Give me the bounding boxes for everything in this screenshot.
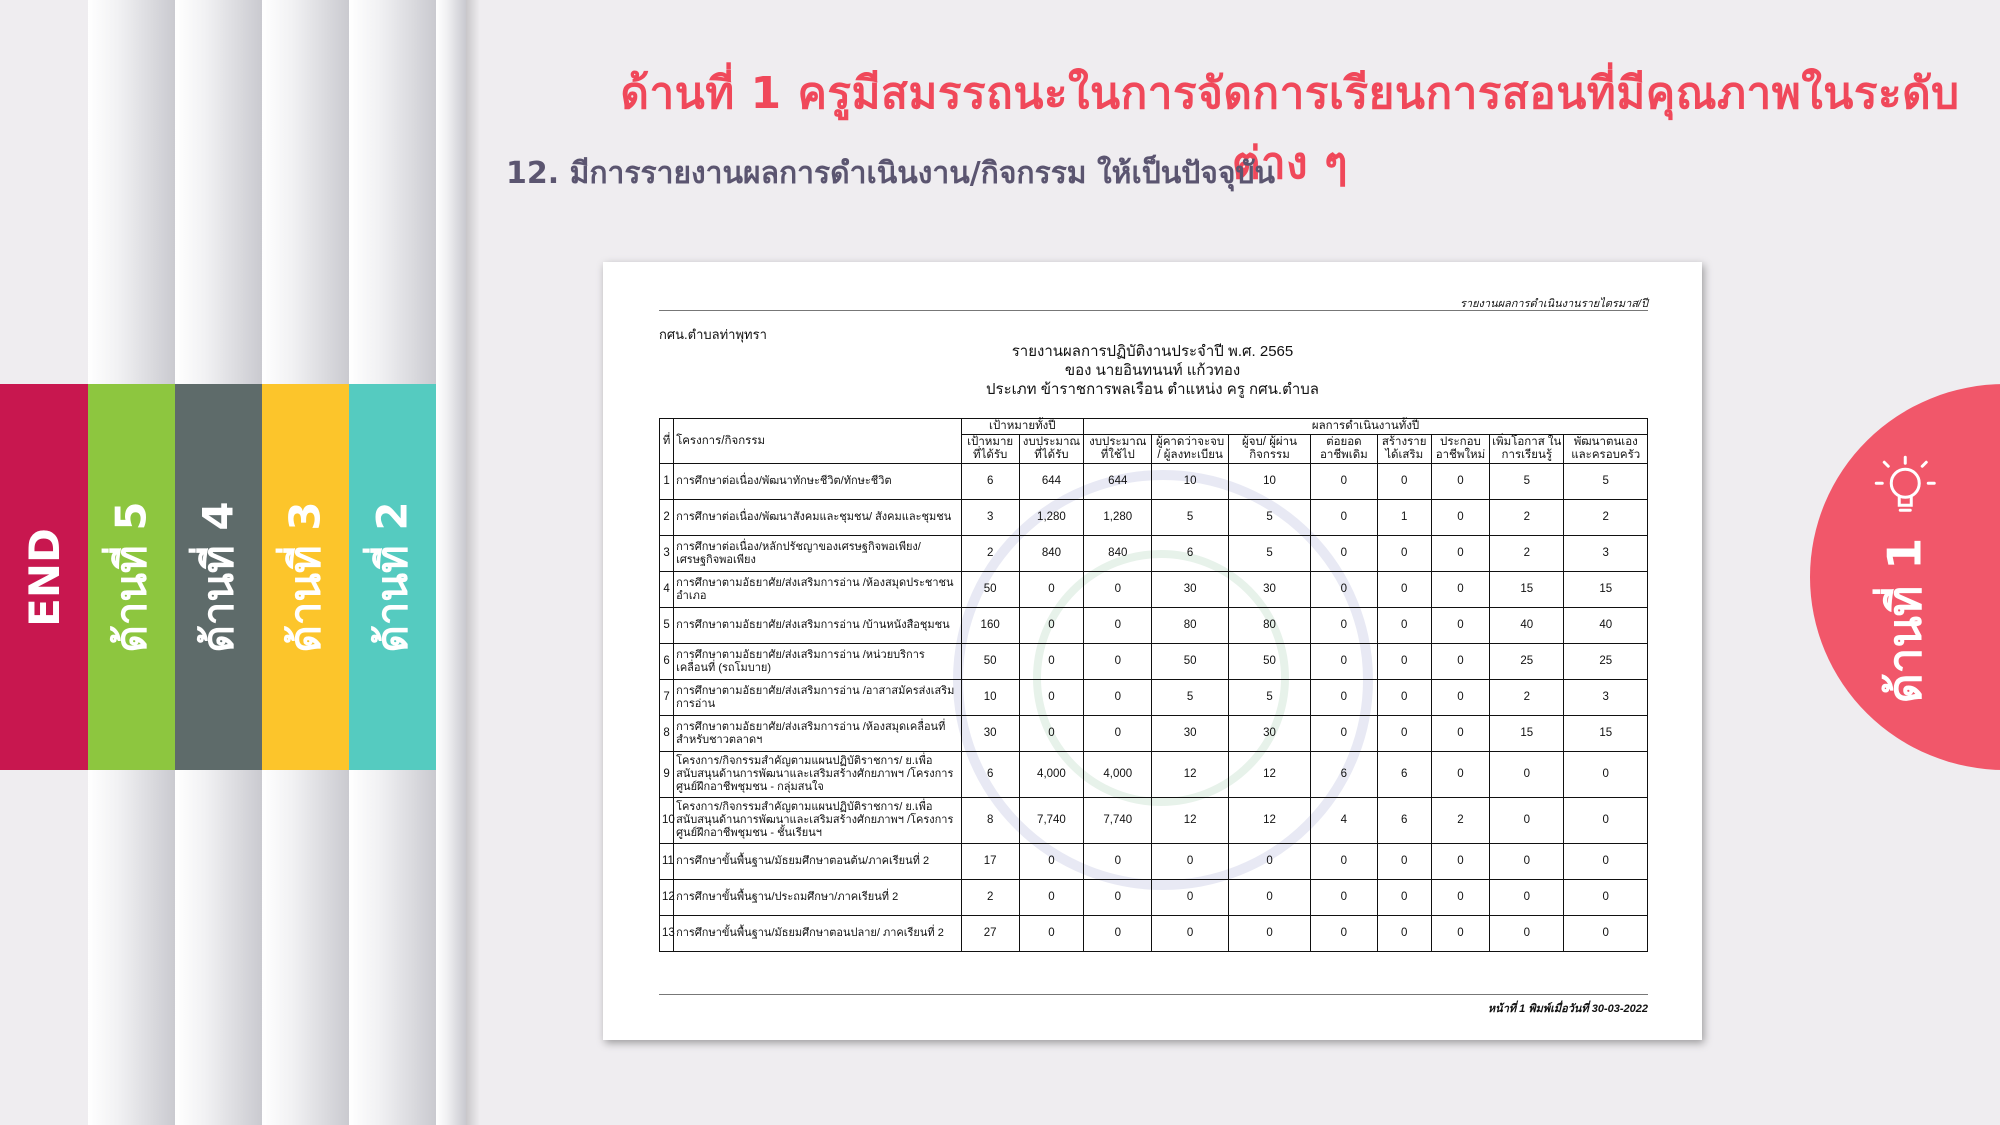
- row-number: 2: [660, 500, 674, 536]
- row-value: 15: [1564, 572, 1648, 608]
- row-value: 0: [1490, 844, 1564, 880]
- row-value: 4,000: [1084, 752, 1152, 798]
- slide-title: ด้านที่ 1 ครูมีสมรรถนะในการจัดการเรียนการสอนที่มีคุณภาพในระดับต่าง ๆ: [620, 68, 1960, 189]
- row-value: 0: [1311, 608, 1377, 644]
- row-value: 15: [1490, 716, 1564, 752]
- row-value: 40: [1490, 608, 1564, 644]
- row-number: 8: [660, 716, 674, 752]
- row-value: 0: [1377, 880, 1431, 916]
- th-sub: พัฒนาตนเอง และครอบครัว: [1564, 435, 1648, 464]
- row-number: 4: [660, 572, 674, 608]
- doc-heading-line: ประเภท ข้าราชการพลเรือน ตำแหน่ง ครู กศน.ตำบล: [986, 381, 1319, 398]
- doc-heading-line: รายงานผลการปฏิบัติงานประจำปี พ.ศ. 2565: [1011, 343, 1294, 360]
- row-project-name: การศึกษาตามอัธยาศัย/ส่งเสริมการอ่าน /อาสาสมัครส่งเสริมการอ่าน: [674, 680, 961, 716]
- row-value: 5: [1152, 680, 1228, 716]
- tab-2[interactable]: [349, 384, 437, 770]
- row-value: 644: [1019, 464, 1083, 500]
- row-value: 0: [1084, 916, 1152, 952]
- row-value: 0: [1564, 798, 1648, 844]
- row-value: 0: [1019, 608, 1083, 644]
- row-value: 0: [1431, 844, 1489, 880]
- row-value: 0: [1377, 464, 1431, 500]
- row-value: 6: [961, 752, 1019, 798]
- row-value: 0: [1019, 844, 1083, 880]
- th-sub: ประกอบ อาชีพใหม่: [1431, 435, 1489, 464]
- row-value: 0: [1564, 844, 1648, 880]
- row-value: 3: [961, 500, 1019, 536]
- row-value: 0: [1084, 644, 1152, 680]
- row-project-name: การศึกษาตามอัธยาศัย/ส่งเสริมการอ่าน /หน่วยบริการเคลื่อนที่ (รถโมบาย): [674, 644, 961, 680]
- row-number: 1: [660, 464, 674, 500]
- row-value: 0: [1084, 572, 1152, 608]
- row-value: 0: [1377, 644, 1431, 680]
- th-group-target: เป้าหมายทั้งปี: [961, 419, 1084, 435]
- th-sub: ผู้จบ/ ผู้ผ่านกิจกรรม: [1228, 435, 1310, 464]
- row-value: 0: [1311, 536, 1377, 572]
- tab-2-label: ด้านที่ 2: [368, 501, 418, 653]
- current-tab-label: ด้านที่ 1: [1877, 537, 1932, 703]
- row-value: 80: [1152, 608, 1228, 644]
- th-sub: งบประมาณ ที่ได้รับ: [1019, 435, 1083, 464]
- row-value: 30: [961, 716, 1019, 752]
- th-sub: เป้าหมาย ที่ได้รับ: [961, 435, 1019, 464]
- row-value: 0: [1431, 608, 1489, 644]
- th-group-result: ผลการดำเนินงานทั้งปี: [1084, 419, 1648, 435]
- tab-5[interactable]: [88, 384, 176, 770]
- table-row: [660, 500, 1648, 536]
- tab-end-label: END: [19, 527, 69, 627]
- row-value: 0: [1152, 916, 1228, 952]
- row-value: 0: [1084, 608, 1152, 644]
- row-value: 10: [961, 680, 1019, 716]
- row-value: 0: [1377, 844, 1431, 880]
- row-value: 0: [1564, 880, 1648, 916]
- row-value: 0: [1377, 716, 1431, 752]
- row-value: 0: [1431, 572, 1489, 608]
- row-value: 6: [1152, 536, 1228, 572]
- row-project-name: การศึกษาขั้นพื้นฐาน/มัธยมศึกษาตอนปลาย/ ภาคเรียนที่ 2: [674, 916, 961, 952]
- row-value: 0: [1311, 680, 1377, 716]
- th-sub: ผู้คาดว่าจะจบ / ผู้ลงทะเบียน: [1152, 435, 1228, 464]
- row-value: 2: [1490, 500, 1564, 536]
- row-value: 1: [1377, 500, 1431, 536]
- row-value: 40: [1564, 608, 1648, 644]
- row-value: 0: [1431, 716, 1489, 752]
- row-value: 30: [1152, 572, 1228, 608]
- row-project-name: การศึกษาขั้นพื้นฐาน/มัธยมศึกษาตอนต้น/ภาคเรียนที่ 2: [674, 844, 961, 880]
- doc-header-rule: [659, 310, 1648, 311]
- row-value: 6: [1377, 752, 1431, 798]
- row-value: 0: [1019, 680, 1083, 716]
- row-value: 0: [1311, 464, 1377, 500]
- row-value: 5: [1228, 536, 1310, 572]
- row-number: 6: [660, 644, 674, 680]
- row-value: 0: [1019, 716, 1083, 752]
- table-row: [660, 536, 1648, 572]
- row-value: 50: [961, 644, 1019, 680]
- row-number: 10: [660, 798, 674, 844]
- row-value: 0: [1311, 916, 1377, 952]
- th-sub: ต่อยอด อาชีพเดิม: [1311, 435, 1377, 464]
- row-value: 2: [961, 536, 1019, 572]
- row-number: 12: [660, 880, 674, 916]
- row-value: 5: [1228, 500, 1310, 536]
- lightbulb-icon: [1870, 451, 1940, 521]
- row-value: 0: [1228, 880, 1310, 916]
- row-value: 5: [1564, 464, 1648, 500]
- row-value: 0: [1152, 844, 1228, 880]
- row-value: 0: [1152, 880, 1228, 916]
- row-value: 840: [1019, 536, 1083, 572]
- row-value: 15: [1490, 572, 1564, 608]
- row-value: 0: [1490, 880, 1564, 916]
- row-value: 80: [1228, 608, 1310, 644]
- table-row: [660, 608, 1648, 644]
- doc-footer-rule: [659, 994, 1648, 995]
- row-value: 0: [1431, 644, 1489, 680]
- row-value: 8: [961, 798, 1019, 844]
- table-row: [660, 572, 1648, 608]
- row-value: 0: [1084, 880, 1152, 916]
- tab-4[interactable]: [175, 384, 263, 770]
- th-sub: สร้างราย ได้เสริม: [1377, 435, 1431, 464]
- row-value: 0: [1019, 644, 1083, 680]
- row-value: 0: [1431, 916, 1489, 952]
- tab-5-label: ด้านที่ 5: [107, 501, 157, 653]
- table-row: [660, 716, 1648, 752]
- row-value: 0: [1019, 916, 1083, 952]
- row-value: 0: [1431, 536, 1489, 572]
- row-value: 12: [1228, 798, 1310, 844]
- th-project: โครงการ/กิจกรรม: [674, 419, 961, 464]
- row-value: 15: [1564, 716, 1648, 752]
- row-value: 0: [1564, 752, 1648, 798]
- row-value: 7,740: [1084, 798, 1152, 844]
- row-value: 0: [1377, 916, 1431, 952]
- row-value: 5: [1490, 464, 1564, 500]
- row-number: 3: [660, 536, 674, 572]
- row-value: 50: [1228, 644, 1310, 680]
- row-number: 5: [660, 608, 674, 644]
- tab-3[interactable]: [262, 384, 350, 770]
- report-table: [659, 418, 1648, 952]
- row-value: 3: [1564, 680, 1648, 716]
- table-row: [660, 680, 1648, 716]
- doc-footer: หน้าที่ 1 พิมพ์เมื่อวันที่ 30-03-2022: [1487, 1003, 1648, 1015]
- row-value: 0: [1084, 680, 1152, 716]
- row-value: 0: [1377, 536, 1431, 572]
- row-value: 4: [1311, 798, 1377, 844]
- row-value: 12: [1152, 798, 1228, 844]
- row-number: 13: [660, 916, 674, 952]
- table-row: [660, 916, 1648, 952]
- row-value: 2: [1431, 798, 1489, 844]
- row-value: 0: [1490, 798, 1564, 844]
- row-value: 3: [1564, 536, 1648, 572]
- doc-header-note: รายงานผลการดำเนินงานรายไตรมาส/ปี: [1459, 298, 1648, 310]
- row-value: 840: [1084, 536, 1152, 572]
- doc-heading-line: ของ นายอินทนนท์ แก้วทอง: [1064, 362, 1241, 379]
- row-value: 6: [1377, 798, 1431, 844]
- row-value: 2: [1490, 536, 1564, 572]
- row-value: 0: [1564, 916, 1648, 952]
- th-sub: เพิ่มโอกาส ในการเรียนรู้: [1490, 435, 1564, 464]
- row-value: 0: [1311, 644, 1377, 680]
- table-row: [660, 752, 1648, 798]
- tab-end[interactable]: [0, 384, 88, 770]
- row-value: 6: [1311, 752, 1377, 798]
- tab-strip-1: [436, 0, 466, 1125]
- row-value: 0: [1084, 716, 1152, 752]
- row-value: 50: [1152, 644, 1228, 680]
- row-value: 5: [1152, 500, 1228, 536]
- row-value: 0: [1431, 752, 1489, 798]
- row-value: 50: [961, 572, 1019, 608]
- row-project-name: โครงการ/กิจกรรมสำคัญตามแผนปฏิบัติราชการ/ ย.เพื่อสนับสนุนด้านการพัฒนาและเสริมสร้างศักยภาพฯ /โครงการศูนย์ฝึกอาชีพชุมชน - กลุ่มสนใจ: [674, 752, 961, 798]
- row-value: 0: [1019, 572, 1083, 608]
- row-project-name: การศึกษาตามอัธยาศัย/ส่งเสริมการอ่าน /ห้องสมุดประชาชนอำเภอ: [674, 572, 961, 608]
- table-row: [660, 844, 1648, 880]
- row-value: 0: [1084, 844, 1152, 880]
- row-value: 0: [1377, 608, 1431, 644]
- row-value: 25: [1490, 644, 1564, 680]
- row-value: 0: [1431, 880, 1489, 916]
- row-value: 0: [1228, 844, 1310, 880]
- row-project-name: การศึกษาต่อเนื่อง/พัฒนาสังคมและชุมชน/ สังคมและชุมชน: [674, 500, 961, 536]
- row-value: 0: [1311, 844, 1377, 880]
- row-value: 1,280: [1084, 500, 1152, 536]
- tab-3-label: ด้านที่ 3: [281, 501, 331, 653]
- row-value: 10: [1152, 464, 1228, 500]
- row-value: 0: [1431, 500, 1489, 536]
- row-value: 5: [1228, 680, 1310, 716]
- slide-subtitle: 12. มีการรายงานผลการดำเนินงาน/กิจกรรม ให้เป็นปัจจุบัน: [506, 156, 1275, 191]
- row-value: 0: [1228, 916, 1310, 952]
- row-value: 0: [1311, 500, 1377, 536]
- row-value: 2: [961, 880, 1019, 916]
- row-value: 27: [961, 916, 1019, 952]
- row-value: 0: [1490, 752, 1564, 798]
- row-number: 7: [660, 680, 674, 716]
- row-value: 1,280: [1019, 500, 1083, 536]
- tab-4-label: ด้านที่ 4: [194, 501, 244, 653]
- row-project-name: การศึกษาตามอัธยาศัย/ส่งเสริมการอ่าน /ห้องสมุดเคลื่อนที่สำหรับชาวตลาดฯ: [674, 716, 961, 752]
- th-no: ที่: [660, 419, 674, 464]
- row-value: 2: [1564, 500, 1648, 536]
- row-value: 0: [1377, 572, 1431, 608]
- row-value: 30: [1228, 572, 1310, 608]
- current-tab[interactable]: [1810, 384, 2000, 770]
- row-value: 30: [1152, 716, 1228, 752]
- row-value: 0: [1311, 716, 1377, 752]
- row-number: 9: [660, 752, 674, 798]
- row-value: 644: [1084, 464, 1152, 500]
- row-value: 12: [1152, 752, 1228, 798]
- th-sub: งบประมาณ ที่ใช้ไป: [1084, 435, 1152, 464]
- row-value: 0: [1019, 880, 1083, 916]
- row-project-name: การศึกษาขั้นพื้นฐาน/ประถมศึกษา/ภาคเรียนที่ 2: [674, 880, 961, 916]
- row-value: 0: [1311, 572, 1377, 608]
- doc-org: กศน.ตำบลท่าพุทรา: [659, 327, 767, 342]
- row-value: 2: [1490, 680, 1564, 716]
- row-value: 6: [961, 464, 1019, 500]
- row-value: 0: [1311, 880, 1377, 916]
- row-value: 10: [1228, 464, 1310, 500]
- row-project-name: โครงการ/กิจกรรมสำคัญตามแผนปฏิบัติราชการ/ ย.เพื่อสนับสนุนด้านการพัฒนาและเสริมสร้างศักยภาพฯ /โครงการศูนย์ฝึกอาชีพชุมชน - ชั้นเรียนฯ: [674, 798, 961, 844]
- table-row: [660, 798, 1648, 844]
- row-project-name: การศึกษาต่อเนื่อง/หลักปรัชญาของเศรษฐกิจพอเพียง/ เศรษฐกิจพอเพียง: [674, 536, 961, 572]
- row-value: 25: [1564, 644, 1648, 680]
- row-value: 12: [1228, 752, 1310, 798]
- row-value: 0: [1490, 916, 1564, 952]
- row-value: 4,000: [1019, 752, 1083, 798]
- row-project-name: การศึกษาต่อเนื่อง/พัฒนาทักษะชีวิต/ทักษะชีวิต: [674, 464, 961, 500]
- report-document: [603, 262, 1702, 1040]
- row-value: 0: [1431, 680, 1489, 716]
- row-value: 0: [1377, 680, 1431, 716]
- row-project-name: การศึกษาตามอัธยาศัย/ส่งเสริมการอ่าน /บ้านหนังสือชุมชน: [674, 608, 961, 644]
- row-number: 11: [660, 844, 674, 880]
- row-value: 17: [961, 844, 1019, 880]
- row-value: 0: [1431, 464, 1489, 500]
- row-value: 30: [1228, 716, 1310, 752]
- table-row: [660, 464, 1648, 500]
- row-value: 160: [961, 608, 1019, 644]
- doc-heading: [603, 342, 1702, 399]
- table-row: [660, 644, 1648, 680]
- row-value: 7,740: [1019, 798, 1083, 844]
- table-row: [660, 880, 1648, 916]
